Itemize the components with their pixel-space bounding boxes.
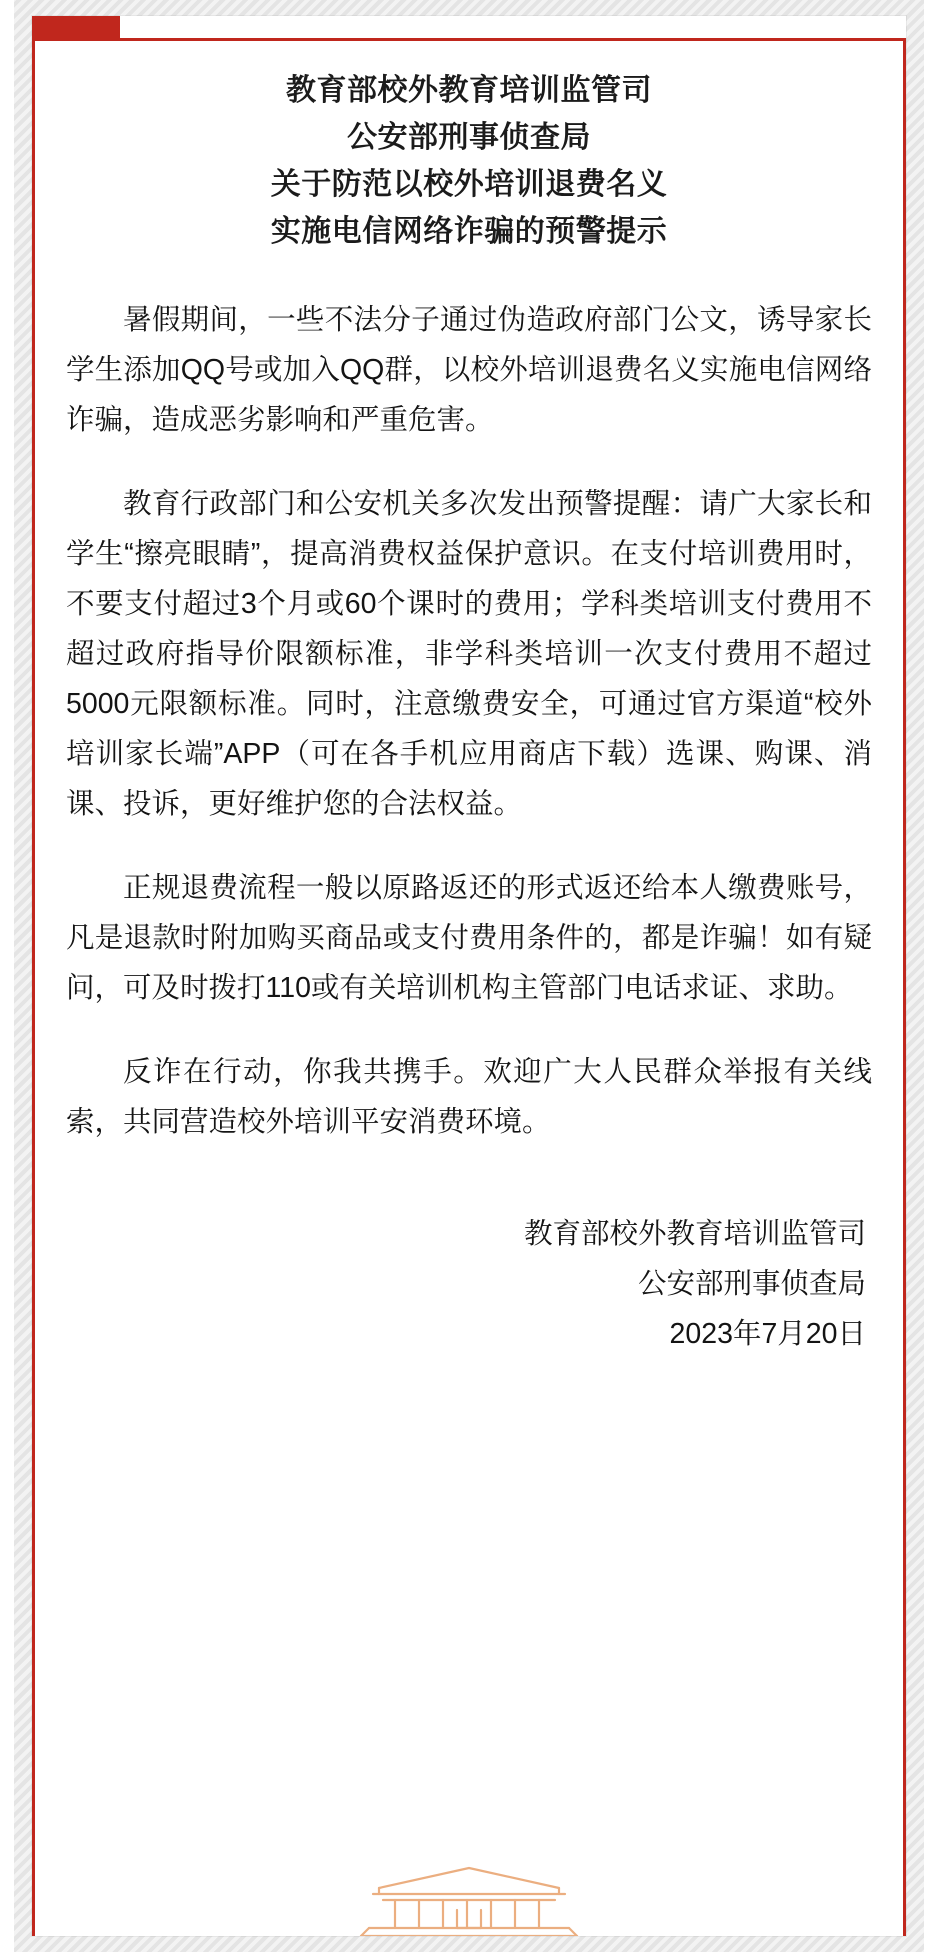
- left-paper-rail: [0, 0, 14, 1952]
- body-paragraph-2: 教育行政部门和公安机关多次发出预警提醒：请广大家长和学生“擦亮眼睛”，提高消费权益保护意识。在支付培训费用时，不要支付超过3个月或60个课时的费用；学科类培训支付费用不超过政府指导价限额标准，非学科类培训一次支付费用不超过5000元限额标准。同时，注意缴费安全，可通过官方渠道“校外培训家长端”APP（可在各手机应用商店下载）选课、购课、消课、投诉，更好维护您的合法权益。: [66, 488, 872, 820]
- document-body: [66, 295, 872, 1147]
- title-line-1: 教育部校外教育培训监管司: [286, 74, 652, 107]
- title-line-3: 关于防范以校外培训退费名义: [270, 168, 668, 201]
- right-paper-rail: [924, 0, 938, 1952]
- signature-line-1: 教育部校外教育培训监管司: [523, 1218, 866, 1250]
- signature-block: [66, 1209, 872, 1359]
- document-content: [32, 41, 906, 1936]
- document-title: [66, 67, 872, 255]
- title-line-4: 实施电信网络诈骗的预警提示: [270, 215, 668, 248]
- document-sheet: [32, 16, 906, 1936]
- body-paragraph-3: 正规退费流程一般以原路返还的形式返还给本人缴费账号，凡是退款时附加购买商品或支付费用条件的，都是诈骗！如有疑问，可及时拨打110或有关培训机构主管部门电话求证、求助。: [66, 872, 872, 1004]
- body-paragraph-4: 反诈在行动，你我共携手。欢迎广大人民群众举报有关线索，共同营造校外培训平安消费环境。: [66, 1056, 872, 1138]
- title-line-2: 公安部刑事侦查局: [347, 121, 591, 154]
- signature-line-2: 公安部刑事侦查局: [637, 1268, 866, 1300]
- signature-date: 2023年7月20日: [669, 1318, 866, 1350]
- body-paragraph-1: 暑假期间，一些不法分子通过伪造政府部门公文，诱导家长学生添加QQ号或加入QQ群，以校外培训退费名义实施电信网络诈骗，造成恶劣影响和严重危害。: [66, 304, 872, 436]
- red-corner-stub: [32, 16, 120, 38]
